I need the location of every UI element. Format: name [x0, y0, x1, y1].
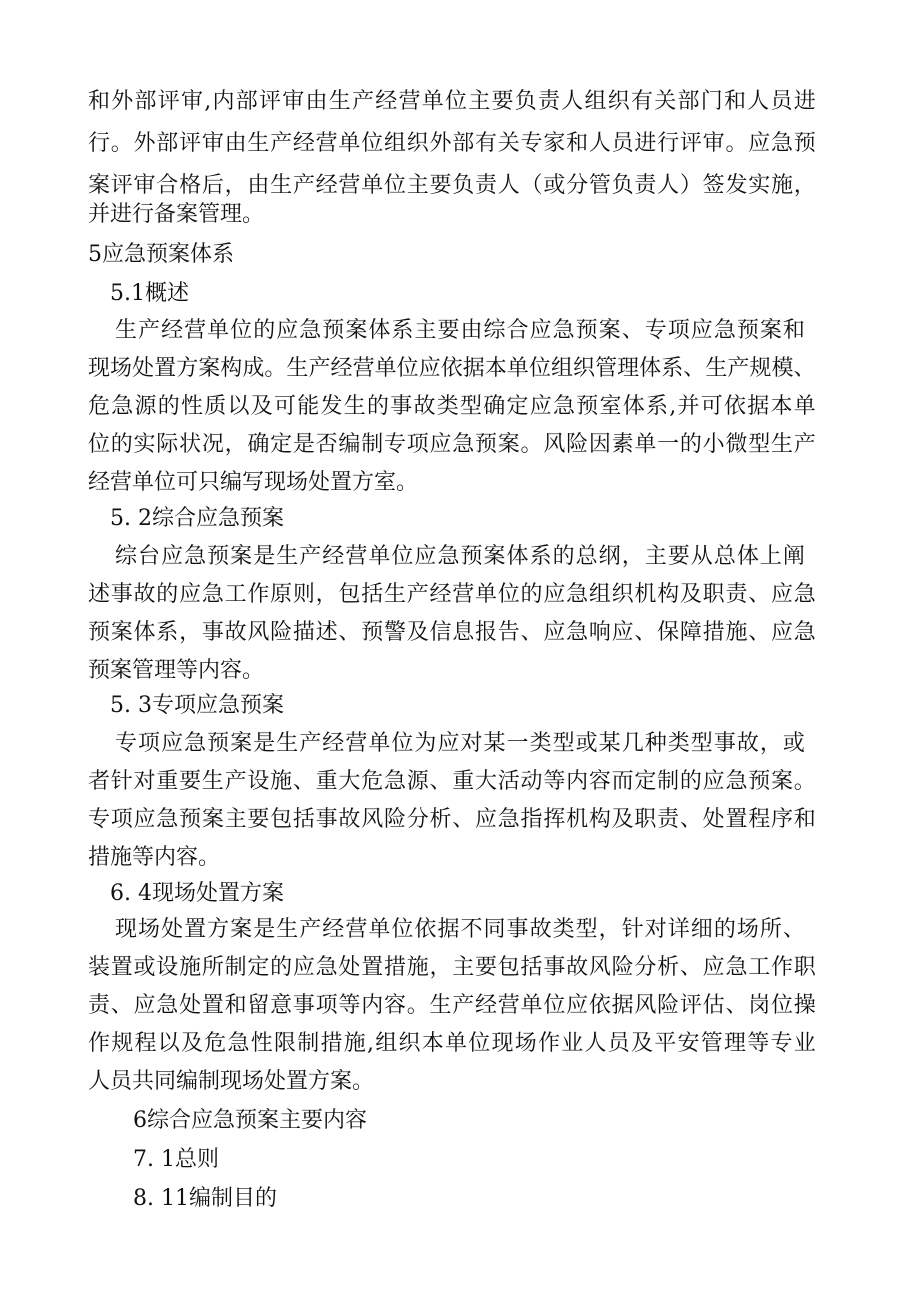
section-heading: 6. 4现场处置方案	[110, 881, 284, 906]
text-line: 位 的 实 际 状 况 ， 确 定 是 否 编 制 专 项 应 急 预 案 。 风 险 因 素 单 一 的 小 微 型 生 产	[88, 432, 816, 457]
text-line: 述 事 故 的 应 急 工 作 原 则 ， 包 括 生 产 经 营 单 位 的 应 急 组 织 机 构 及 职 责 、 应 急	[88, 582, 816, 607]
text-line: 专 项 应 急 预 案 是 生 产 经 营 单 位 为 应 对 某 一 类 型 或 某 几 种 类 型 事 故 ， 或	[115, 731, 805, 756]
text-line: 预案管理等内容。	[88, 658, 265, 683]
text-line: 措施等内容。	[88, 845, 221, 870]
section-heading: 5.1概述	[110, 281, 189, 306]
text-line: 现 场 处 置 方 案 构 成 。 生 产 经 营 单 位 应 依 据 本 单 位 组 织 管 理 体 系 、 生 产 规 模 、	[88, 356, 816, 381]
text-line: 危 急 源 的 性 质 以 及 可 能 发 生 的 事 故 类 型 确 定 应 急 预 室 体 系 , 并 可 依 据 本 单	[88, 394, 816, 419]
section-heading: 5. 3专项应急预案	[110, 693, 284, 718]
section-heading: 6综合应急预案主要内容	[133, 1108, 367, 1133]
text-line: 生 产 经 营 单 位 的 应 急 预 案 体 系 主 要 由 综 合 应 急 预 案 、 专 项 应 急 预 案 和	[115, 318, 805, 343]
text-line: 行 。 外 部 评 审 由 生 产 经 营 单 位 组 织 外 部 有 关 专 家 和 人 员 进 行 评 审 。 应 急 预	[88, 131, 816, 156]
text-line: 和 外 部 评 审 , 内 部 评 审 由 生 产 经 营 单 位 主 要 负 责 人 组 织 有 关 部 门 和 人 员 进	[88, 89, 816, 114]
text-line: 并进行备案管理。	[88, 202, 265, 227]
text-line: 责 、 应 急 处 置 和 留 意 事 项 等 内 容 。 生 产 经 营 单 位 应 依 据 风 险 评 估 、 岗 位 操	[88, 993, 816, 1018]
text-line: 案 评 审 合 格 后 ， 由 生 产 经 营 单 位 主 要 负 责 人 （ 或 分 管 负 责 人 ） 签 发 实 施 ，	[88, 173, 816, 198]
text-line: 装 置 或 设 施 所 制 定 的 应 急 处 置 措 施 ， 主 要 包 括 事 故 风 险 分 析 、 应 急 工 作 职	[88, 955, 816, 980]
text-line: 专 项 应 急 预 案 主 要 包 括 事 故 风 险 分 析 、 应 急 指 挥 机 构 及 职 责 、 处 置 程 序 和	[88, 807, 816, 832]
text-line: 者 针 对 重 要 生 产 设 施 、 重 大 危 急 源 、 重 大 活 动 等 内 容 而 定 制 的 应 急 预 案 。	[88, 769, 816, 794]
text-line: 经营单位可只编写现场处置方室。	[88, 470, 419, 495]
text-line: 人员共同编制现场处置方案。	[88, 1069, 375, 1094]
text-line: 作 规 程 以 及 危 急 性 限 制 措 施 , 组 织 本 单 位 现 场 作 业 人 员 及 平 安 管 理 等 专 业	[88, 1031, 816, 1056]
section-heading: 8. 11编制目的	[133, 1186, 277, 1211]
text-line: 现 场 处 置 方 案 是 生 产 经 营 单 位 依 据 不 同 事 故 类 型 ， 针 对 详 细 的 场 所 、	[115, 917, 805, 942]
section-heading: 5. 2综合应急预案	[110, 506, 284, 531]
section-heading: 5应急预案体系	[88, 242, 234, 267]
text-line: 综 台 应 急 预 案 是 生 产 经 营 单 位 应 急 预 案 体 系 的 总 纲 ， 主 要 从 总 体 上 阐	[115, 544, 805, 569]
text-line: 预 案 体 系 ， 事 故 风 险 描 述 、 预 警 及 信 息 报 告 、 应 急 响 应 、 保 障 措 施 、 应 急	[88, 620, 816, 645]
section-heading: 7. 1总则	[133, 1147, 219, 1172]
